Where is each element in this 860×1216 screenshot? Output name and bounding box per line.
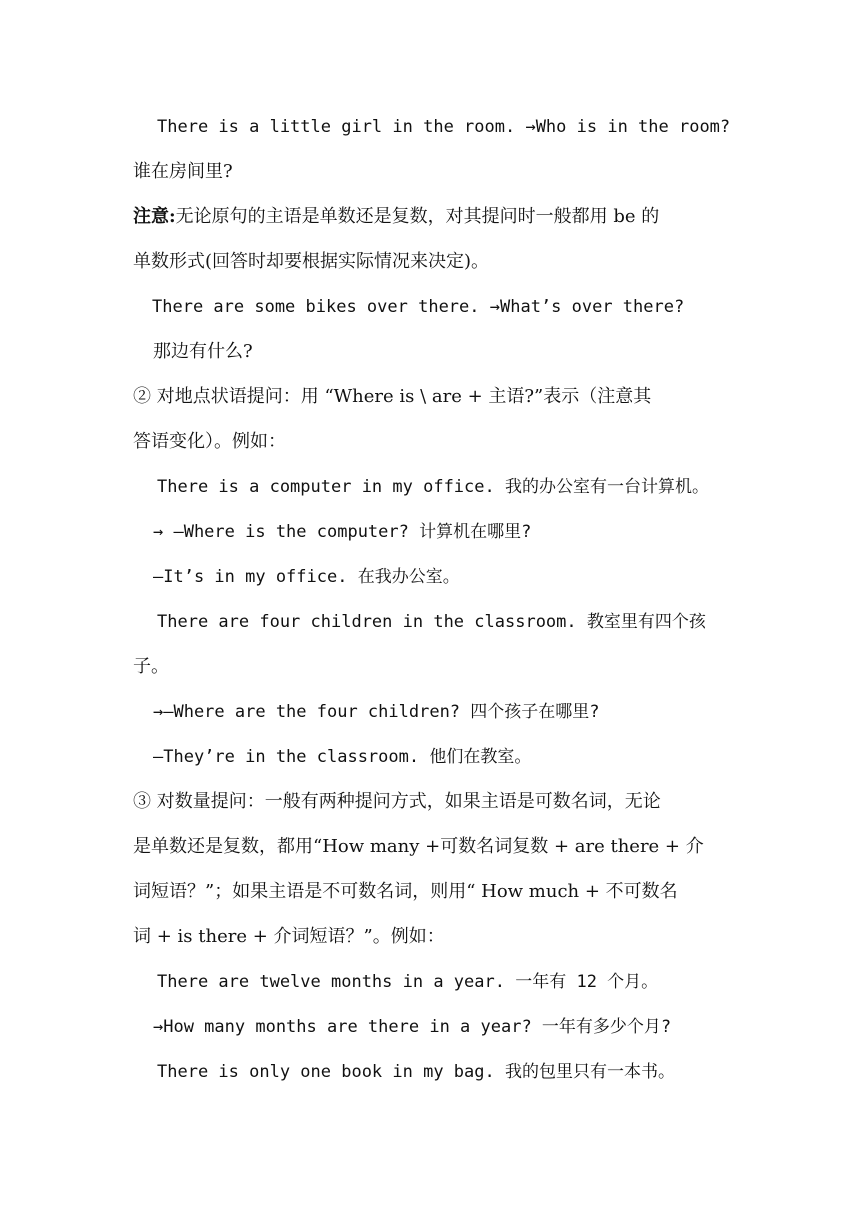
- note-line-1: [133, 205, 659, 229]
- section-2-heading-line-2: 答语变化）。例如：: [133, 431, 286, 452]
- note-label: 注意:: [133, 206, 176, 227]
- question-4: →—Where are the four children? 四个孩子在哪里?: [153, 702, 600, 722]
- note-text-1: 无论原句的主语是单数还是复数，对其提问时一般都用 be 的: [175, 206, 660, 227]
- section-3-line-2: 是单数还是复数，都用“How many +可数名词复数 + are there + 介: [133, 836, 704, 857]
- example-sentence-5: There are twelve months in a year. 一年有 12 个月。: [157, 972, 659, 992]
- section-3-line-4: 词 + is there + 介词短语？”。例如：: [133, 926, 445, 947]
- question-3: → —Where is the computer? 计算机在哪里?: [153, 522, 532, 542]
- answer-3: —It’s in my office. 在我办公室。: [153, 567, 460, 587]
- example-sentence-4: There are four children in the classroom. 教室里有四个孩: [157, 612, 706, 632]
- section-3-line-3: 词短语？”；如果主语是不可数名词，则用“ How much + 不可数名: [133, 881, 678, 902]
- section-2-heading-line-1: ② 对地点状语提问：用 “Where is \ are + 主语?”表示（注意其: [133, 386, 652, 407]
- note-line-2: 单数形式(回答时却要根据实际情况来决定)。: [133, 251, 490, 272]
- example-sentence-3: There is a computer in my office. 我的办公室有一台计算机。: [157, 477, 709, 497]
- question-5: →How many months are there in a year? 一年有多少个月?: [153, 1017, 672, 1037]
- translation-2: 那边有什么?: [153, 341, 253, 362]
- translation-1: 谁在房间里?: [133, 161, 233, 182]
- example-sentence-4-cont: 子。: [133, 656, 169, 677]
- example-sentence-1: There is a little girl in the room. →Who is in the room?: [157, 117, 731, 137]
- example-sentence-6: There is only one book in my bag. 我的包里只有一本书。: [157, 1062, 675, 1082]
- section-3-line-1: ③ 对数量提问：一般有两种提问方式，如果主语是可数名词，无论: [133, 791, 661, 812]
- example-sentence-2: There are some bikes over there. →What’s over there?: [152, 297, 685, 317]
- answer-4: —They’re in the classroom. 他们在教室。: [153, 747, 532, 767]
